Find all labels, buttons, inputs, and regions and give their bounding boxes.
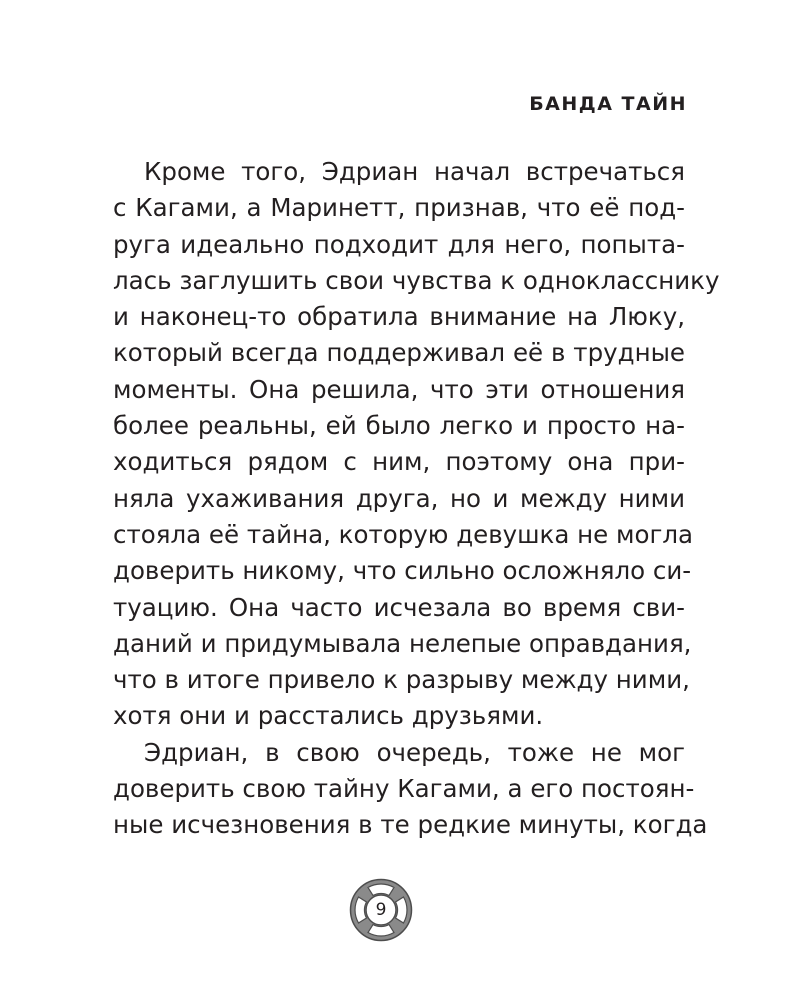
text-line: руга идеально подходит для него, попыта-	[113, 229, 685, 259]
text-line: и наконец-то обратила внимание на Люку,	[113, 302, 685, 332]
text-line: няла ухаживания друга, но и между ними	[113, 483, 685, 513]
paragraph-2	[113, 735, 708, 844]
paragraph-1	[113, 154, 720, 735]
page-number: 9	[375, 900, 387, 920]
text-line: Эдриан, в свою очередь, тоже не мог	[144, 737, 685, 767]
text-line: с Кагами, а Маринетт, признав, что её под-	[113, 193, 685, 223]
text-line: туацию. Она часто исчезала во время сви-	[113, 592, 685, 622]
text-line: ходиться рядом с ним, поэтому она при-	[113, 447, 685, 477]
text-line: ные исчезновения в те редкие минуты, когда	[113, 810, 708, 840]
text-line: который всегда поддерживал её в трудные	[113, 338, 685, 368]
text-line: Кроме того, Эдриан начал встречаться	[144, 157, 685, 186]
text-line: более реальны, ей было легко и просто на-	[113, 411, 685, 441]
text-line: лась заглушить свои чувства к однокласснику	[113, 265, 720, 295]
text-line: доверить свою тайну Кагами, а его постоян-	[113, 774, 695, 804]
page-number-badge	[349, 878, 413, 942]
text-line: что в итоге привело к разрыву между ними,	[113, 665, 690, 695]
text-line: стояла её тайна, которую девушка не могла	[113, 519, 694, 549]
running-title: БАНДА ТАЙН	[529, 93, 687, 115]
text-line: хотя они и расстались друзьями.	[113, 701, 544, 731]
text-line: даний и придумывала нелепые оправдания,	[113, 628, 692, 658]
body-text	[113, 154, 720, 844]
text-line: доверить никому, что сильно осложняло си-	[113, 556, 692, 586]
text-line: моменты. Она решила, что эти отношения	[113, 374, 685, 404]
